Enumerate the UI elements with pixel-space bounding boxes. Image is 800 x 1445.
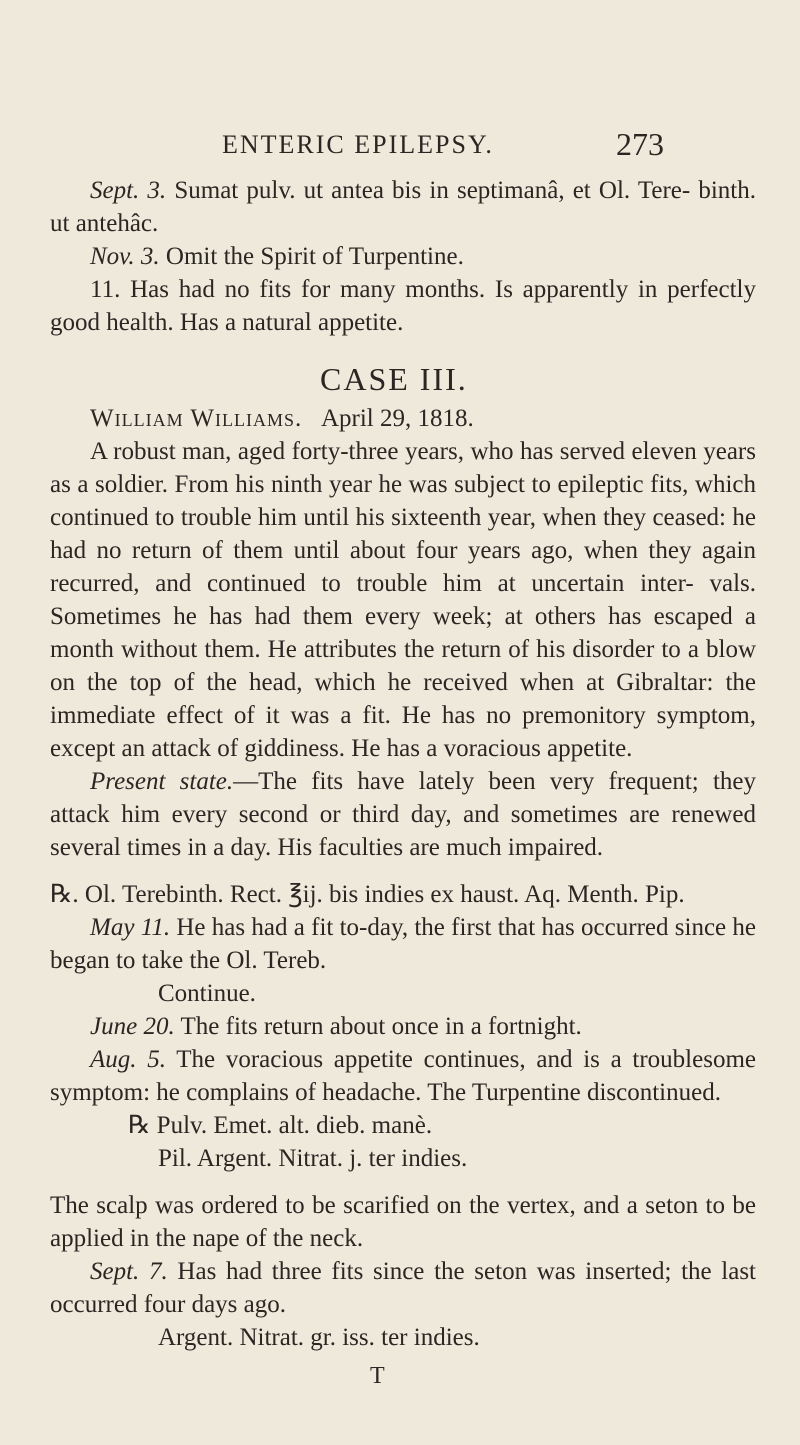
entry-sept-7	[50, 1255, 756, 1321]
entry-date: Nov. 3.	[90, 243, 160, 270]
case-heading: CASE III.	[320, 361, 468, 397]
entry-date: Sept. 7.	[90, 1258, 168, 1285]
entry-aug-5	[50, 1043, 756, 1109]
entry-sept-3	[50, 174, 756, 240]
entry-text: The fits return about once in a fortnight.	[180, 1013, 582, 1040]
present-state-label: Present state.	[90, 768, 234, 795]
present-state-text: —The fits have lately been very frequent; they attack him every second or third day, and sometimes are renewed several times in a day. His faculties are much impaired.	[50, 768, 756, 861]
scalp-instruction: The scalp was ordered to be scarified on the vertex, and a seton to be applied in the nape of the neck.	[50, 1192, 756, 1252]
continue-note: Continue.	[158, 980, 256, 1007]
page-body	[50, 174, 756, 1393]
patient-name: William Williams.	[90, 405, 303, 432]
entry-date: Aug. 5.	[90, 1046, 166, 1073]
entry-june-20	[50, 1010, 756, 1043]
entry-text: He has had a fit to-day, the first that has occurred since he began to take the Ol. Tereb.	[50, 914, 756, 974]
entry-text: The voracious appetite continues, and is a troublesome symptom: he complains of headache. The Turpentine discontinued.	[50, 1046, 756, 1106]
prescription-1: ℞. Ol. Terebinth. Rect. ℥ij. bis indies ex haust. Aq. Menth. Pip.	[50, 881, 685, 908]
page-header	[0, 126, 800, 166]
entry-date: Sept. 3.	[90, 177, 167, 204]
present-state	[50, 765, 756, 864]
patient-date: April 29, 1818.	[320, 405, 474, 432]
entry-text: Has had three fits since the seton was inserted; the last occurred four days ago.	[50, 1258, 757, 1318]
case-history: A robust man, aged forty-three years, who has served eleven years as a soldier. From his ninth year he was subject to epileptic fits, which continued to trouble him until his sixteenth year, when they ceased: he had no return of them until about four years ago, when they again recurred, and continued to trouble him at uncertain inter- vals. Sometimes he has had them every week; at others has escaped a month without them. He attributes the return of his disorder to a blow on the top of the head, which he received when at Gibraltar: the immediate effect of it was a fit. He has no premonitory symptom, except an attack of giddiness. He has a voracious appetite.	[50, 438, 756, 762]
entry-date: May 11.	[90, 914, 171, 941]
entry-text: Sumat pulv. ut antea bis in septimanâ, et Ol. Tere- binth. ut antehâc.	[50, 177, 756, 237]
entry-nov-11: 11. Has had no fits for many months. Is apparently in perfectly good health. Has a natural appetite.	[50, 276, 756, 336]
entry-text: Omit the Spirit of Turpentine.	[165, 243, 464, 270]
signature-mark: T	[370, 1363, 385, 1389]
entry-date: June 20.	[90, 1013, 175, 1040]
patient-line	[50, 402, 756, 435]
prescription-2: ℞ Pulv. Emet. alt. dieb. manè.	[128, 1112, 433, 1139]
prescription-4: Argent. Nitrat. gr. iss. ter indies.	[158, 1324, 480, 1351]
prescription-3: Pil. Argent. Nitrat. j. ter indies.	[158, 1145, 468, 1172]
entry-nov-3	[50, 240, 756, 273]
entry-may-11	[50, 911, 756, 977]
running-head: ENTERIC EPILEPSY.	[222, 130, 494, 159]
page-number: 273	[616, 126, 664, 162]
